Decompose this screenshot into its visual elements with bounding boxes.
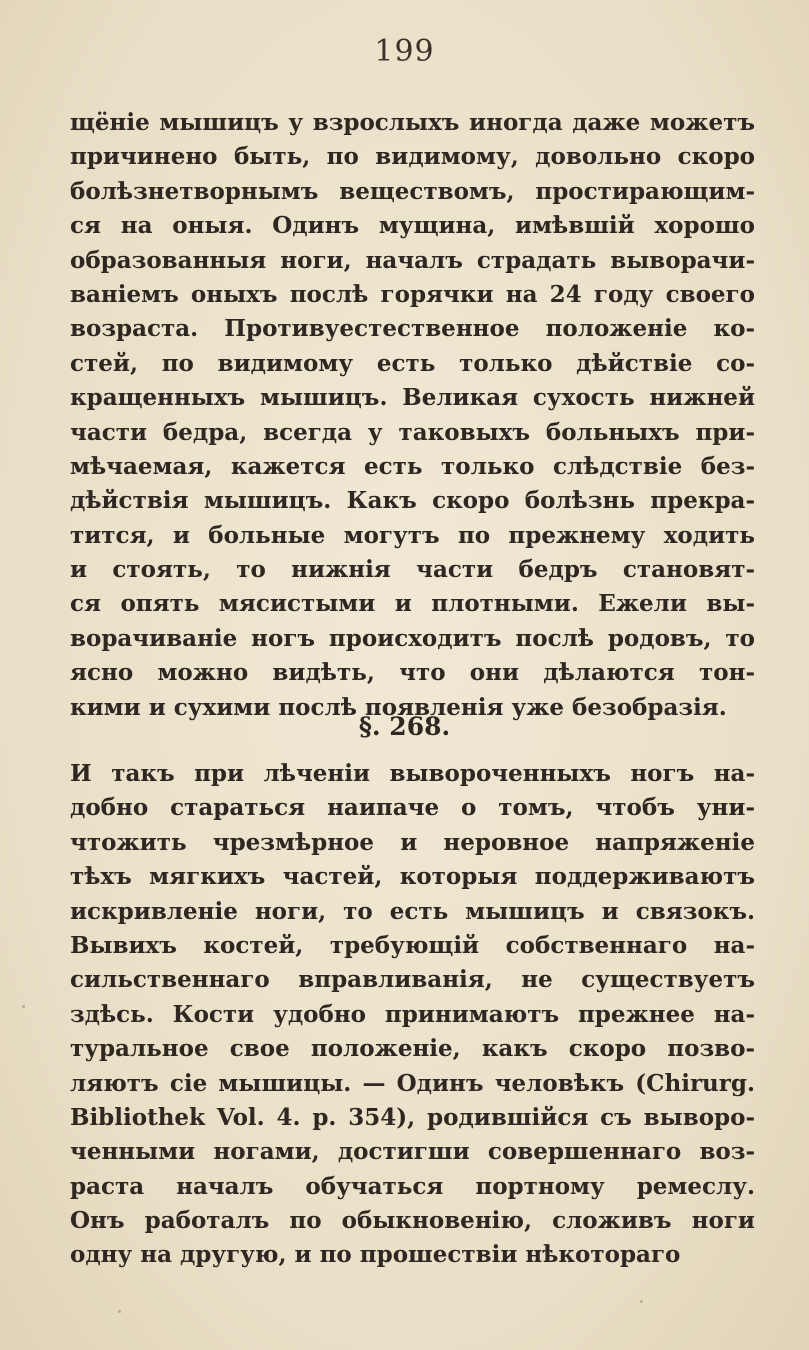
text-line: тится, и больные могутъ по прежнему ходить	[70, 521, 755, 549]
text-line: добно стараться наипаче о томъ, чтобъ уни-	[70, 794, 755, 822]
text-line: стей, по видимому есть только дѣйствіе со-	[70, 349, 755, 377]
text-line: здѣсь. Кости удобно принимаютъ прежнее на-	[70, 1000, 755, 1028]
text-line: части бедра, всегда у таковыхъ больныхъ при-	[70, 418, 755, 446]
text-line: ляютъ сіе мышицы. — Одинъ человѣкъ (Chirurg.	[70, 1069, 755, 1097]
paper-speck	[118, 1310, 121, 1313]
text-line: ваніемъ оныхъ послѣ горячки на 24 году своего	[70, 280, 755, 308]
text-line: раста началъ обучаться портному ремеслу.	[70, 1172, 755, 1200]
paragraph-2	[70, 757, 755, 1273]
text-line: щёніе мышицъ у взрослыхъ иногда даже можетъ	[70, 109, 755, 136]
text-line: сильственнаго вправливанія, не существуетъ	[70, 966, 755, 994]
text-line: тѣхъ мягкихъ частей, которыя поддерживаютъ	[70, 863, 755, 891]
text-line: причинено быть, по видимому, довольно скоро	[70, 143, 755, 171]
text-line: болѣзнетворнымъ веществомъ, простирающим-	[70, 177, 755, 205]
text-line: чтожить чрезмѣрное и неровное напряженіе	[70, 828, 755, 856]
text-line: ся опять мясистыми и плотными. Ежели вы-	[70, 590, 755, 618]
text-line: мѣчаемая, кажется есть только слѣдствіе без-	[70, 452, 755, 480]
text-line: Вывихъ костей, требующій собственнаго на-	[70, 931, 755, 959]
text-line: ясно можно видѣть, что они дѣлаются тон-	[70, 659, 755, 687]
text-line: искривленіе ноги, то есть мышицъ и связокъ.	[70, 897, 755, 925]
text-line: одну на другую, и по прошествіи нѣкотораго	[70, 1241, 681, 1269]
paper-speck	[640, 1300, 643, 1303]
section-heading: §. 268.	[358, 712, 451, 741]
text-line: Онъ работалъ по обыкновенію, сложивъ ноги	[70, 1207, 755, 1235]
text-line: ворачиваніе ногъ происходитъ послѣ родовъ, то	[70, 624, 755, 652]
text-line: И такъ при лѣченіи вывороченныхъ ногъ на-	[70, 760, 755, 787]
page-number: 199	[374, 34, 435, 69]
text-line: кими и сухими послѣ появленія уже безобразія.	[70, 693, 727, 721]
text-line: туральное свое положеніе, какъ скоро позво-	[70, 1035, 755, 1063]
text-line: ся на оныя. Одинъ мущина, имѣвшій хорошо	[70, 212, 755, 240]
paper-speck	[22, 1005, 25, 1008]
text-line: дѣйствія мышицъ. Какъ скоро болѣзнь прекра-	[70, 487, 755, 515]
text-line: кращенныхъ мышицъ. Великая сухость нижней	[70, 384, 755, 412]
text-line: образованныя ноги, началъ страдать выворачи-	[70, 246, 755, 274]
text-line: ченными ногами, достигши совершеннаго воз-	[70, 1138, 755, 1166]
paragraph-1	[70, 106, 755, 725]
text-line: возраста. Противуестественное положеніе ко-	[70, 315, 755, 343]
text-line: Bibliothek Vol. 4. p. 354), родившійся съ выворо-	[70, 1103, 755, 1131]
text-line: и стоять, то нижнія части бедръ становят-	[70, 556, 755, 584]
